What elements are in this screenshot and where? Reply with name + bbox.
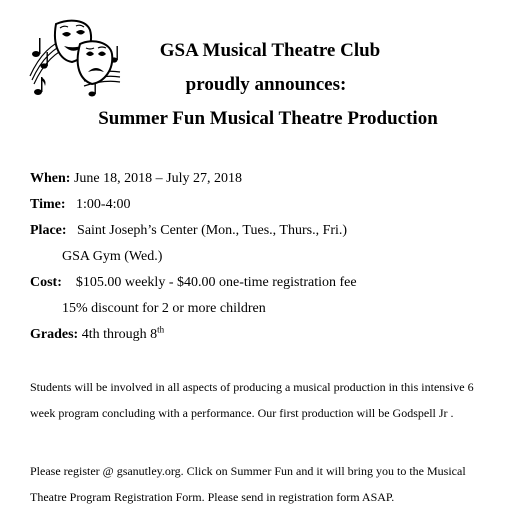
grades-label: Grades: <box>30 327 79 342</box>
production-title: Summer Fun Musical Theatre Production <box>98 108 438 129</box>
place-value-2: GSA Gym (Wed.) <box>62 249 163 264</box>
when-label: When: <box>30 171 71 186</box>
when-row <box>30 166 500 192</box>
cost-row-2 <box>30 296 500 322</box>
announcement-header <box>0 34 522 136</box>
announces-line: proudly announces: <box>185 74 347 95</box>
cost-row <box>30 270 500 296</box>
place-row <box>30 218 500 244</box>
cost-value: $105.00 weekly - $40.00 one-time registration fee <box>75 275 357 290</box>
time-value: 1:00-4:00 <box>76 197 131 212</box>
registration-instructions: Please register @ gsanutley.org. Click on Summer Fun and it will bring you to the Musical Theatre Program Registration Form. Please send in registration form ASAP. <box>30 464 466 504</box>
place-value: Saint Joseph’s Center (Mon., Tues., Thurs., Fri.) <box>77 223 348 238</box>
cost-label: Cost: <box>30 275 62 290</box>
grades-superscript: th <box>157 324 165 335</box>
time-label: Time: <box>30 197 66 212</box>
place-label: Place: <box>30 223 67 238</box>
when-value: June 18, 2018 – July 27, 2018 <box>73 171 242 186</box>
event-details <box>30 166 500 348</box>
grades-value: 4th through 8 <box>81 327 158 342</box>
grades-row <box>30 322 500 348</box>
club-title: GSA Musical Theatre Club <box>159 40 381 61</box>
program-description: Students will be involved in all aspects of producing a musical production in this intensive 6 week program concluding with a performance. Our first production will be Godspell Jr . <box>30 380 474 420</box>
cost-value-2: 15% discount for 2 or more children <box>62 301 266 316</box>
time-row <box>30 192 500 218</box>
place-row-2 <box>30 244 500 270</box>
